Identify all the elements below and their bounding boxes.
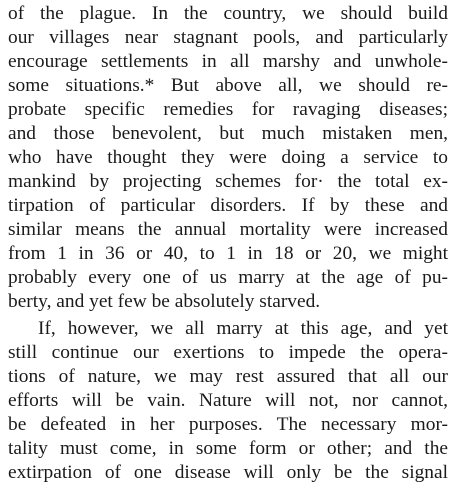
text-line: probate specific remedies for ravaging diseases; xyxy=(8,99,448,120)
text-line: of the plague. In the country, we should build xyxy=(8,3,448,24)
paragraph-end-line: berty, and yet few be absolutely starved. xyxy=(8,291,321,312)
text-line: tality must come, in some form or other; and the xyxy=(8,438,448,459)
text-line: who have thought they were doing a service to xyxy=(8,147,448,168)
text-line: from 1 in 36 or 40, to 1 in 18 or 20, we might xyxy=(8,243,448,264)
text-line: mankind by projecting schemes for· the total ex- xyxy=(8,171,448,192)
text-line: our villages near stagnant pools, and particularly xyxy=(8,27,448,48)
text-line: and those benevolent, but much mistaken men, xyxy=(8,123,448,144)
text-line: similar means the annual mortality were increased xyxy=(8,219,448,240)
text-line: tions of nature, we may rest assured that all our xyxy=(8,366,448,387)
text-line: still continue our exertions to impede the opera- xyxy=(8,342,448,363)
text-line: encourage settlements in all marshy and unwhole- xyxy=(8,51,448,72)
text-line: efforts will be vain. Nature will not, nor cannot, xyxy=(8,390,448,411)
text-line: be defeated in her purposes. The necessary mor- xyxy=(8,414,448,435)
text-line-cut-off: extirpation of one disease will only be the signal xyxy=(8,462,448,483)
text-line: tirpation of particular disorders. If by these and xyxy=(8,195,448,216)
text-line: some situations.* But above all, we should re- xyxy=(8,75,448,96)
text-line: probably every one of us marry at the age of pu- xyxy=(8,267,448,288)
paragraph-start-line: If, however, we all marry at this age, and yet xyxy=(38,318,448,339)
